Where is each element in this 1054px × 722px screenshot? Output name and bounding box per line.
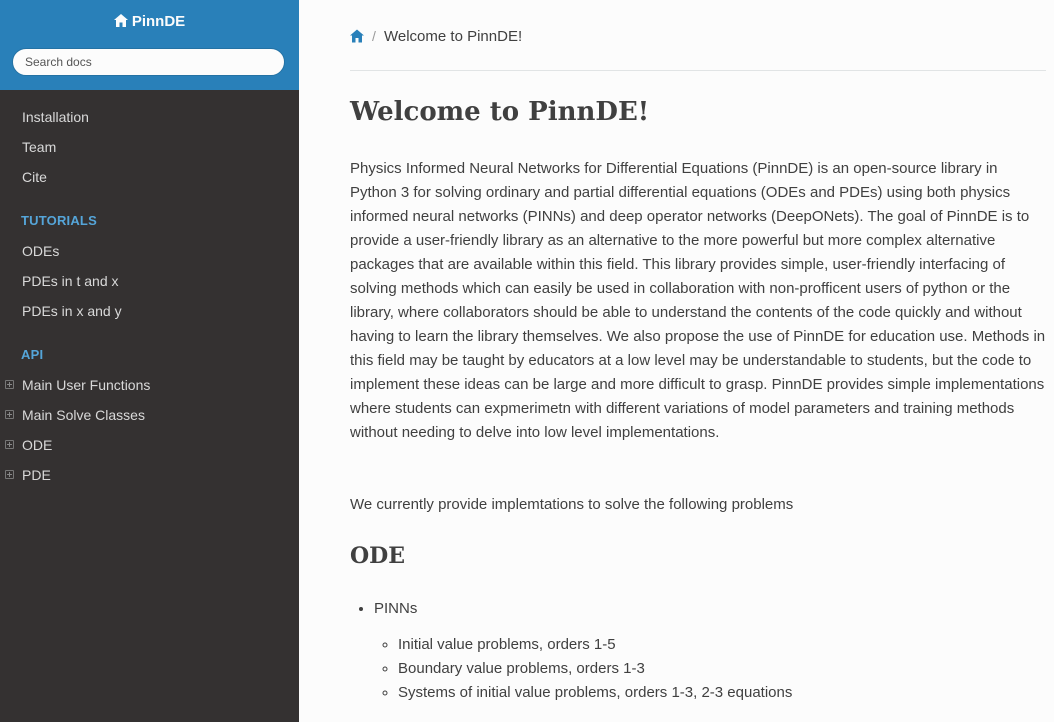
expand-icon[interactable] bbox=[5, 380, 14, 389]
home-icon[interactable] bbox=[350, 29, 364, 43]
home-icon bbox=[114, 14, 128, 27]
tutorials-caption: TUTORIALS bbox=[21, 213, 97, 228]
sidebar-item-label: PDE bbox=[22, 467, 51, 483]
sidebar-item-pde[interactable] bbox=[0, 460, 299, 490]
sidebar-item-main-user-functions[interactable] bbox=[0, 370, 299, 400]
expand-icon[interactable] bbox=[5, 410, 14, 419]
breadcrumb-current: Welcome to PinnDE! bbox=[384, 28, 523, 45]
ode-list bbox=[350, 597, 792, 705]
ode-heading: ODE bbox=[350, 543, 406, 569]
list-item: ◦ Boundary value problems, orders 1-3 bbox=[398, 657, 792, 681]
sidebar-item-main-solve-classes[interactable] bbox=[0, 400, 299, 430]
expand-icon[interactable] bbox=[5, 440, 14, 449]
search-input[interactable] bbox=[12, 48, 285, 76]
sidebar-item-odes[interactable]: ODEs bbox=[22, 243, 60, 259]
intro-paragraph: Physics Informed Neural Networks for Differential Equations (PinnDE) is an open-source library in Python 3 for solving ordinary and partial differential equations (ODEs and PDEs) using both physics informed neural networks (PINNs) and deep operator networks (DeepONets). The goal of PinnDE is to provide a user-friendly library as an alternative to the more powerful but more complex alternative packages that are available within this field. This library provides simple, user-friendly interfacing of solving methods which can easily be used in collaboration with non-profficent users of python or the library, where collaborators should be able to understand the contents of the code quickly and without having to learn the library themselves. We also propose the use of PinnDE for education use. Methods in this field may be taught by educators at a low level may be understandable to students, but the code to implement these ideas can be large and more difficult to grasp. PinnDE provides simple implementations where students can expmerimetn with different variations of model parameters and training methods without needing to delve into low level implementations. bbox=[350, 160, 1046, 441]
ode-sublist bbox=[374, 633, 792, 705]
brand-name: PinnDE bbox=[131, 13, 186, 30]
sidebar-item-ode[interactable] bbox=[0, 430, 299, 460]
list-item bbox=[374, 597, 792, 705]
sidebar-item-team[interactable]: Team bbox=[22, 139, 57, 155]
problems-intro: We currently provide implemtations to solve the following problems bbox=[350, 496, 794, 513]
list-item-label: PINNs bbox=[374, 600, 418, 617]
sidebar-nav bbox=[0, 102, 299, 490]
sidebar-item-pdes-t-x[interactable]: PDEs in t and x bbox=[22, 273, 119, 289]
sidebar bbox=[0, 0, 299, 722]
list-item: ◦ Systems of initial value problems, orders 1-3, 2-3 equations bbox=[398, 681, 792, 705]
list-item: ◦ Initial value problems, orders 1-5 bbox=[398, 633, 792, 657]
breadcrumb-separator: / bbox=[372, 28, 376, 44]
sidebar-item-label: ODE bbox=[22, 437, 53, 453]
sidebar-item-label: Main Solve Classes bbox=[22, 407, 145, 423]
sidebar-item-label: Main User Functions bbox=[22, 377, 151, 393]
page-title: Welcome to PinnDE! bbox=[350, 97, 650, 127]
brand-link[interactable] bbox=[114, 13, 185, 30]
main-content bbox=[350, 0, 1046, 701]
sidebar-header bbox=[0, 0, 299, 90]
sidebar-item-cite[interactable]: Cite bbox=[22, 169, 47, 185]
expand-icon[interactable] bbox=[5, 470, 14, 479]
api-caption: API bbox=[21, 347, 44, 362]
sidebar-item-installation[interactable]: Installation bbox=[22, 109, 89, 125]
breadcrumb bbox=[350, 0, 1046, 71]
sidebar-item-pdes-x-y[interactable]: PDEs in x and y bbox=[22, 303, 122, 319]
